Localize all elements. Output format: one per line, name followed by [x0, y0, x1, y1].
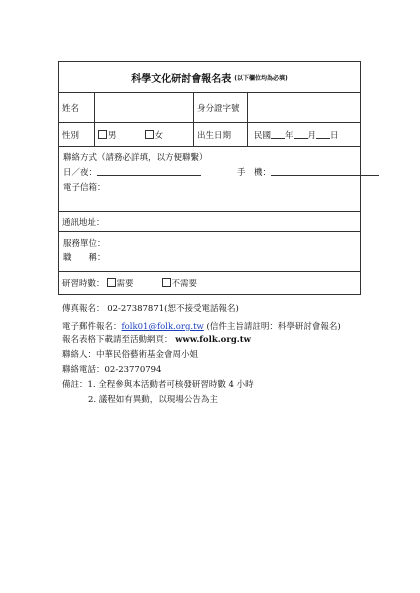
- email-label: 電子信箱：: [63, 183, 106, 193]
- gender-female-label: 女: [154, 130, 164, 141]
- birth-day-label: 日: [330, 130, 339, 141]
- email-link[interactable]: folk01@folk.org.tw: [121, 322, 204, 332]
- name-row: [59, 93, 360, 123]
- gender-male-checkbox[interactable]: [98, 130, 107, 139]
- registration-notes: [62, 303, 402, 407]
- address-row: [59, 212, 360, 232]
- name-label: 姓名: [59, 93, 95, 122]
- id-label: 身分證字號: [194, 93, 248, 122]
- gender-male-option[interactable]: [98, 129, 117, 141]
- download-info: [62, 334, 402, 347]
- job-label[interactable]: 職 稱：: [63, 253, 106, 263]
- mobile-field[interactable]: [271, 167, 379, 176]
- gender-label: 性別: [59, 123, 95, 146]
- study-hours-label: 研習時數：: [62, 279, 105, 289]
- contact-section: [59, 147, 360, 212]
- service-section: [59, 232, 360, 272]
- form-title: 科學文化研討會報名表: [131, 73, 232, 85]
- mobile-label: 手 機：: [237, 168, 272, 178]
- form-title-row: [59, 62, 360, 93]
- day-night-field[interactable]: [97, 167, 201, 176]
- name-field[interactable]: [95, 93, 194, 122]
- birth-prefix: 民國: [254, 130, 272, 141]
- gender-options: [95, 123, 194, 146]
- email-line: [63, 181, 356, 196]
- birth-label: 出生日期: [194, 123, 248, 146]
- download-prefix: 報名表格下載請至活動網頁：: [62, 335, 176, 345]
- birth-year-label: 年: [285, 130, 294, 141]
- address-label[interactable]: 通訊地址：: [62, 217, 105, 228]
- day-night-label: 日／夜：: [63, 168, 98, 178]
- gender-female-option[interactable]: [145, 129, 164, 141]
- birth-month-label: 月: [307, 130, 317, 141]
- study-no-need-checkbox[interactable]: [162, 278, 171, 287]
- contact-person: 聯絡人：中華民俗藝術基金會周小姐: [62, 350, 199, 360]
- study-no-need-option[interactable]: [162, 277, 198, 289]
- remark-2: 2. 議程如有異動，以現場公告為主: [88, 395, 218, 405]
- study-hours-row: [59, 272, 360, 294]
- study-hours-cell: [59, 272, 360, 294]
- form-title-note: (以下欄位均為必填): [234, 74, 288, 82]
- fax-info: 傳真報名： 02-27387871(恕不接受電話報名): [62, 304, 239, 314]
- email-info-prefix: 電子郵件報名：: [62, 322, 122, 332]
- study-need-option[interactable]: [107, 277, 134, 289]
- email-info: [62, 321, 402, 334]
- id-field[interactable]: [248, 93, 360, 122]
- contact-phone: 聯絡電話：02-23770794: [62, 365, 162, 375]
- study-need-label: 需要: [116, 279, 134, 289]
- registration-form: [58, 61, 361, 295]
- study-no-need-label: 不需要: [171, 279, 198, 289]
- email-info-suffix: (信件主旨請註明：科學研討會報名): [203, 322, 341, 332]
- download-url[interactable]: www.folk.org.tw: [175, 335, 251, 345]
- gender-male-label: 男: [108, 130, 117, 141]
- birth-field[interactable]: [248, 123, 360, 146]
- phone-line: [63, 166, 356, 181]
- contact-heading: 聯絡方式（請務必詳填，以方便聯繫）: [63, 153, 208, 163]
- org-label[interactable]: 服務單位：: [63, 239, 106, 249]
- study-need-checkbox[interactable]: [107, 278, 116, 287]
- gender-female-checkbox[interactable]: [145, 130, 154, 139]
- remark-1: 備註：1. 全程參與本活動者可核發研習時數 4 小時: [62, 380, 254, 390]
- gender-row: [59, 123, 360, 147]
